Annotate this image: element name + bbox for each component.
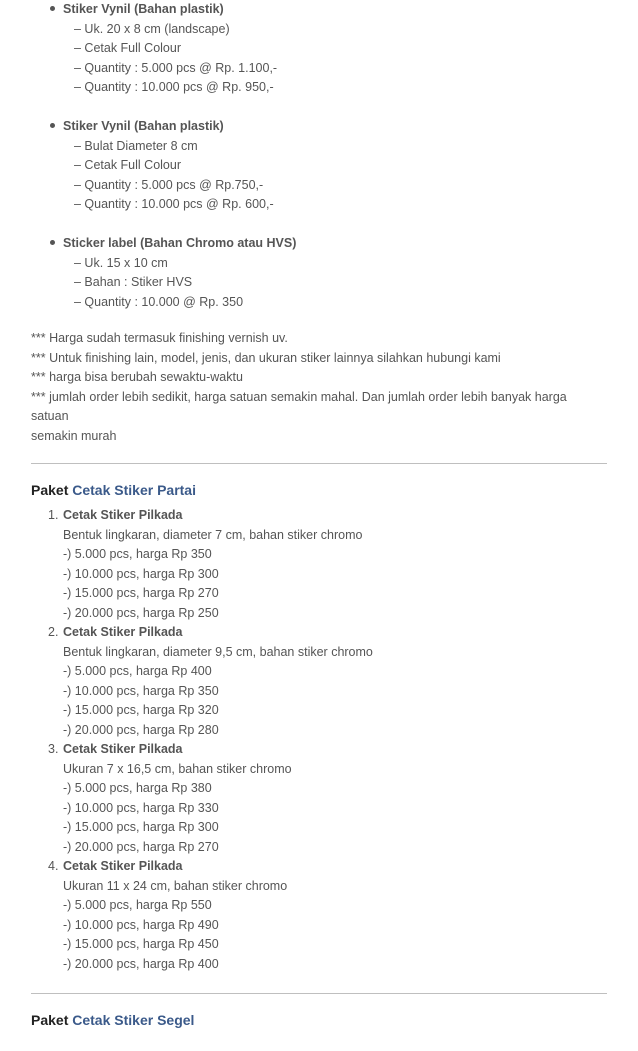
item-detail: -) 5.000 pcs, harga Rp 550: [63, 898, 212, 912]
divider: [31, 993, 607, 994]
list-item: [31, 234, 607, 312]
list-item: [31, 623, 607, 740]
note-line: *** Untuk finishing lain, model, jenis, dan ukuran stiker lainnya silahkan hubungi kami: [31, 350, 501, 365]
price-notes: [31, 329, 607, 446]
item-detail: Bentuk lingkaran, diameter 9,5 cm, bahan stiker chromo: [63, 644, 373, 659]
item-detail: -) 5.000 pcs, harga Rp 400: [63, 664, 212, 678]
partai-package-list: [31, 506, 607, 974]
section-heading-partai: [31, 480, 607, 500]
article-content: [31, 0, 607, 1030]
item-detail: -) 5.000 pcs, harga Rp 380: [63, 781, 212, 795]
list-item: [31, 117, 607, 215]
item-title: Cetak Stiker Pilkada: [63, 742, 183, 756]
note-line: *** harga bisa berubah sewaktu-waktu: [31, 370, 243, 384]
item-title: Cetak Stiker Pilkada: [63, 508, 183, 522]
heading-link[interactable]: Cetak Stiker Partai: [72, 482, 196, 498]
item-title: Stiker Vynil (Bahan plastik): [63, 2, 224, 16]
note-line: *** Harga sudah termasuk finishing vernish uv.: [31, 331, 288, 345]
item-detail: Ukuran 7 x 16,5 cm, bahan stiker chromo: [63, 761, 292, 776]
section-heading-segel: [31, 1010, 607, 1030]
item-detail: -) 10.000 pcs, harga Rp 300: [63, 566, 219, 581]
item-detail: – Cetak Full Colour: [74, 41, 181, 55]
note-line: semakin murah: [31, 428, 117, 443]
item-detail: -) 5.000 pcs, harga Rp 350: [63, 547, 212, 561]
item-detail: – Cetak Full Colour: [74, 158, 181, 172]
item-number: 4.: [48, 859, 59, 873]
item-detail: Bentuk lingkaran, diameter 7 cm, bahan stiker chromo: [63, 527, 363, 542]
note-line: *** jumlah order lebih sedikit, harga satuan semakin mahal. Dan jumlah order lebih banyak harga satuan: [31, 389, 567, 423]
item-detail: -) 10.000 pcs, harga Rp 330: [63, 800, 219, 815]
list-item: [31, 740, 607, 857]
item-detail: -) 15.000 pcs, harga Rp 300: [63, 820, 219, 834]
item-title: Cetak Stiker Pilkada: [63, 625, 183, 639]
item-detail: -) 15.000 pcs, harga Rp 270: [63, 586, 219, 600]
item-title: Cetak Stiker Pilkada: [63, 859, 183, 873]
item-title: Sticker label (Bahan Chromo atau HVS): [63, 236, 297, 250]
item-detail: – Quantity : 5.000 pcs @ Rp. 1.100,-: [74, 60, 278, 75]
item-detail: – Quantity : 10.000 pcs @ Rp. 950,-: [74, 80, 274, 94]
item-detail: -) 20.000 pcs, harga Rp 280: [63, 722, 219, 737]
item-detail: -) 15.000 pcs, harga Rp 450: [63, 937, 219, 951]
item-number: 1.: [48, 508, 59, 522]
list-item: [31, 506, 607, 623]
item-detail: – Bulat Diameter 8 cm: [74, 138, 198, 153]
divider: [31, 463, 607, 464]
item-detail: -) 20.000 pcs, harga Rp 250: [63, 605, 219, 620]
heading-prefix: Paket: [31, 1012, 69, 1028]
item-detail: – Quantity : 10.000 @ Rp. 350: [74, 294, 244, 309]
heading-link[interactable]: Cetak Stiker Segel: [72, 1012, 195, 1028]
item-detail: -) 10.000 pcs, harga Rp 490: [63, 917, 219, 932]
item-detail: Ukuran 11 x 24 cm, bahan stiker chromo: [63, 878, 288, 893]
heading-prefix: Paket: [31, 482, 69, 498]
item-detail: – Quantity : 5.000 pcs @ Rp.750,-: [74, 177, 264, 192]
item-detail: – Uk. 20 x 8 cm (landscape): [74, 21, 230, 36]
item-detail: – Bahan : Stiker HVS: [74, 275, 193, 289]
item-number: 2.: [48, 625, 59, 639]
item-detail: -) 10.000 pcs, harga Rp 350: [63, 683, 219, 698]
list-item: [31, 857, 607, 974]
sticker-list: [31, 0, 607, 312]
item-detail: -) 20.000 pcs, harga Rp 270: [63, 839, 219, 854]
item-detail: – Quantity : 10.000 pcs @ Rp. 600,-: [74, 197, 274, 211]
item-detail: -) 20.000 pcs, harga Rp 400: [63, 956, 219, 971]
list-item: [31, 0, 607, 98]
item-detail: – Uk. 15 x 10 cm: [74, 255, 168, 270]
item-number: 3.: [48, 742, 59, 756]
item-title: Stiker Vynil (Bahan plastik): [63, 119, 224, 133]
item-detail: -) 15.000 pcs, harga Rp 320: [63, 703, 219, 717]
